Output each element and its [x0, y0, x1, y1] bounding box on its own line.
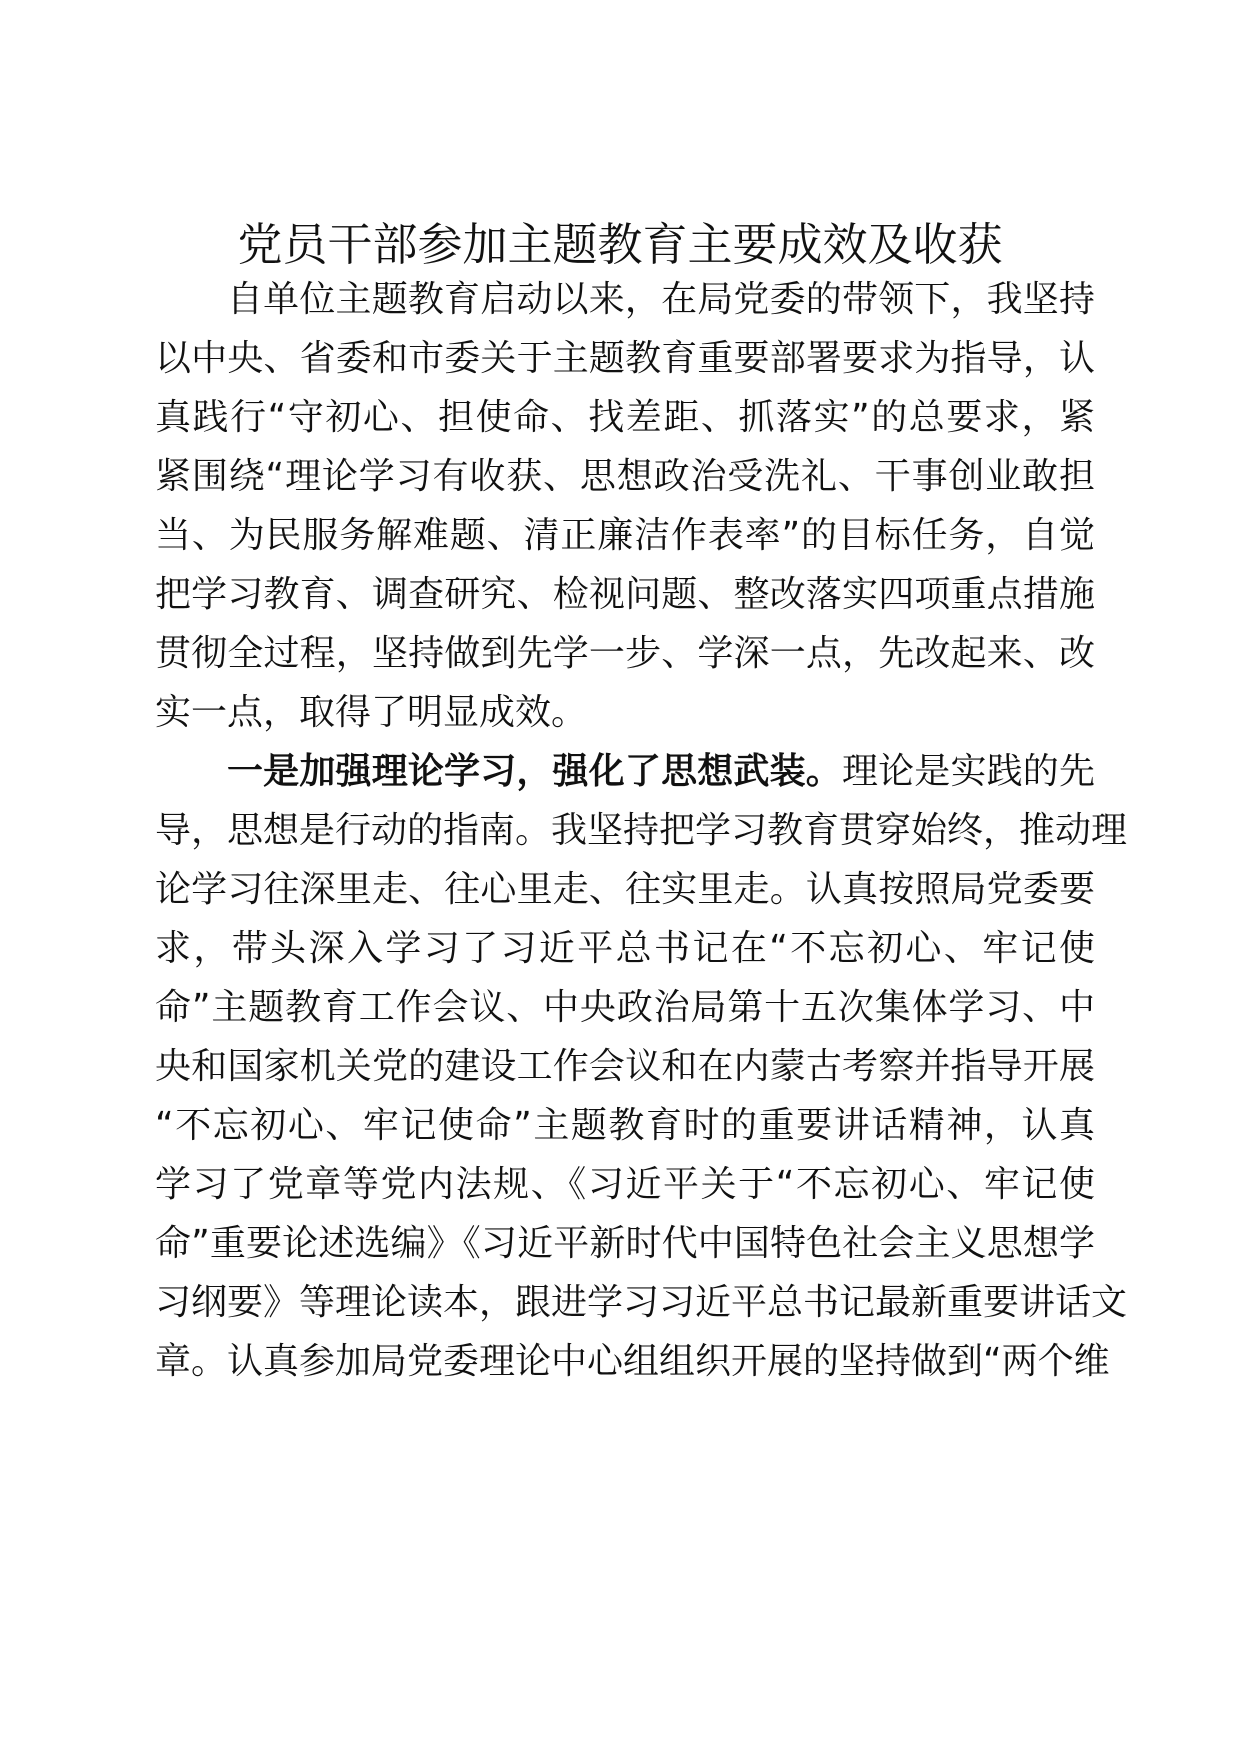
- paragraph-line: 求，带头深入学习了习近平总书记在“不忘初心、牢记使: [155, 928, 1095, 969]
- paragraph-heading: 一是加强理论学习，强化了思想武装。: [227, 751, 842, 792]
- document-title: 党员干部参加主题教育主要成效及收获: [237, 218, 1003, 271]
- paragraph-first-line: [227, 740, 1095, 804]
- paragraph-line: 贯彻全过程，坚持做到先学一步、学深一点，先改起来、改: [155, 633, 1095, 674]
- paragraph-line: 央和国家机关党的建设工作会议和在内蒙古考察并指导开展: [155, 1046, 1095, 1087]
- paragraph-line: 真践行“守初心、担使命、找差距、抓落实”的总要求，紧: [155, 397, 1095, 438]
- paragraph-line: 论学习往深里走、往心里走、往实里走。认真按照局党委要: [155, 869, 1095, 910]
- paragraph-line: 自单位主题教育启动以来，在局党委的带领下，我坚持: [227, 279, 1095, 320]
- paragraph-line: 命”主题教育工作会议、中央政治局第十五次集体学习、中: [155, 987, 1095, 1028]
- paragraph-line: “不忘初心、牢记使命”主题教育时的重要讲话精神，认真: [155, 1105, 1095, 1146]
- paragraph-line: 导，思想是行动的指南。我坚持把学习教育贯穿始终，推动理: [155, 810, 1128, 851]
- paragraph-heading-rest: 理论是实践的先: [841, 751, 1095, 792]
- paragraph-line: 实一点，取得了明显成效。: [155, 692, 588, 733]
- paragraph-line: 把学习教育、调查研究、检视问题、整改落实四项重点措施: [155, 574, 1095, 615]
- paragraph-line: 命”重要论述选编》《习近平新时代中国特色社会主义思想学: [155, 1223, 1095, 1264]
- paragraph-line: 章。认真参加局党委理论中心组组织开展的坚持做到“两个维: [155, 1341, 1110, 1382]
- paragraph-line: 学习了党章等党内法规、《习近平关于“不忘初心、牢记使: [155, 1164, 1095, 1205]
- paragraph-line: 紧围绕“理论学习有收获、思想政治受洗礼、干事创业敢担: [155, 456, 1095, 497]
- paragraph-line: 以中央、省委和市委关于主题教育重要部署要求为指导，认: [155, 338, 1095, 379]
- paragraph-line: 当、为民服务解难题、清正廉洁作表率”的目标任务，自觉: [155, 515, 1095, 556]
- paragraph-line: 习纲要》等理论读本，跟进学习习近平总书记最新重要讲话文: [155, 1282, 1128, 1323]
